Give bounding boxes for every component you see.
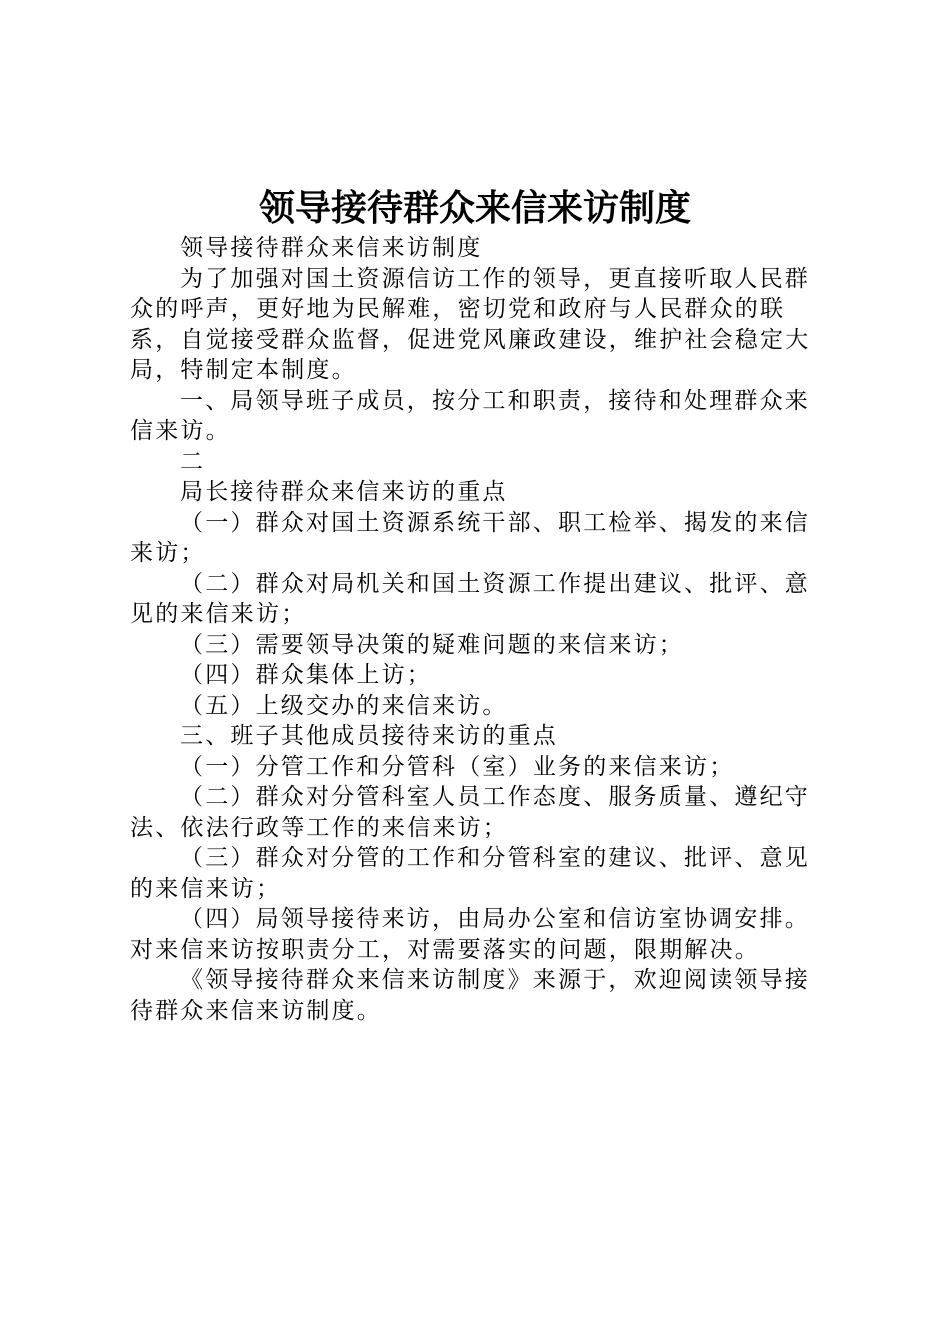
paragraph: （二）群众对局机关和国土资源工作提出建议、批评、意见的来信来访； (130, 570, 810, 627)
paragraph: （一）群众对国土资源系统干部、职工检举、揭发的来信来访； (130, 509, 810, 566)
paragraph: 局长接待群众来信来访的重点 (180, 479, 508, 505)
paragraph: 一、局领导班子成员，按分工和职责，接待和处理群众来信来访。 (130, 387, 810, 444)
paragraph: 为了加强对国土资源信访工作的领导，更直接听取人民群众的呼声，更好地为民解难，密切党和政府与人民群众的联系，自觉接受群众监督，促进党风廉政建设，维护社会稳定大局，特制定本制度。 (130, 265, 811, 383)
paragraph: （三）需要领导决策的疑难问题的来信来访； (180, 631, 684, 658)
paragraph: 《领导接待群众来信来访制度》来源于，欢迎阅读领导接待群众来信来访制度。 (130, 967, 810, 1024)
paragraph: 三、班子其他成员接待来访的重点 (180, 723, 558, 749)
paragraph: （三）群众对分管的工作和分管科室的建议、批评、意见的来信来访； (130, 845, 810, 902)
paragraph: （五）上级交办的来信来访。 (180, 692, 508, 719)
paragraph: （二）群众对分管科室人员工作态度、服务质量、遵纪守法、依法行政等工作的来信来访； (130, 784, 810, 841)
document-body (130, 233, 835, 1026)
document-title: 领导接待群众来信来访制度 (258, 187, 691, 229)
paragraph: 领导接待群众来信来访制度 (180, 235, 483, 261)
paragraph: （四）局领导接待来访，由局办公室和信访室协调安排。对来信来访按职责分工，对需要落实的问题，限期解决。 (130, 906, 810, 963)
paragraph: （一）分管工作和分管科（室）业务的来信来访； (180, 753, 735, 780)
paragraph: （四）群众集体上访； (180, 662, 432, 688)
paragraph: 二 (180, 448, 206, 475)
